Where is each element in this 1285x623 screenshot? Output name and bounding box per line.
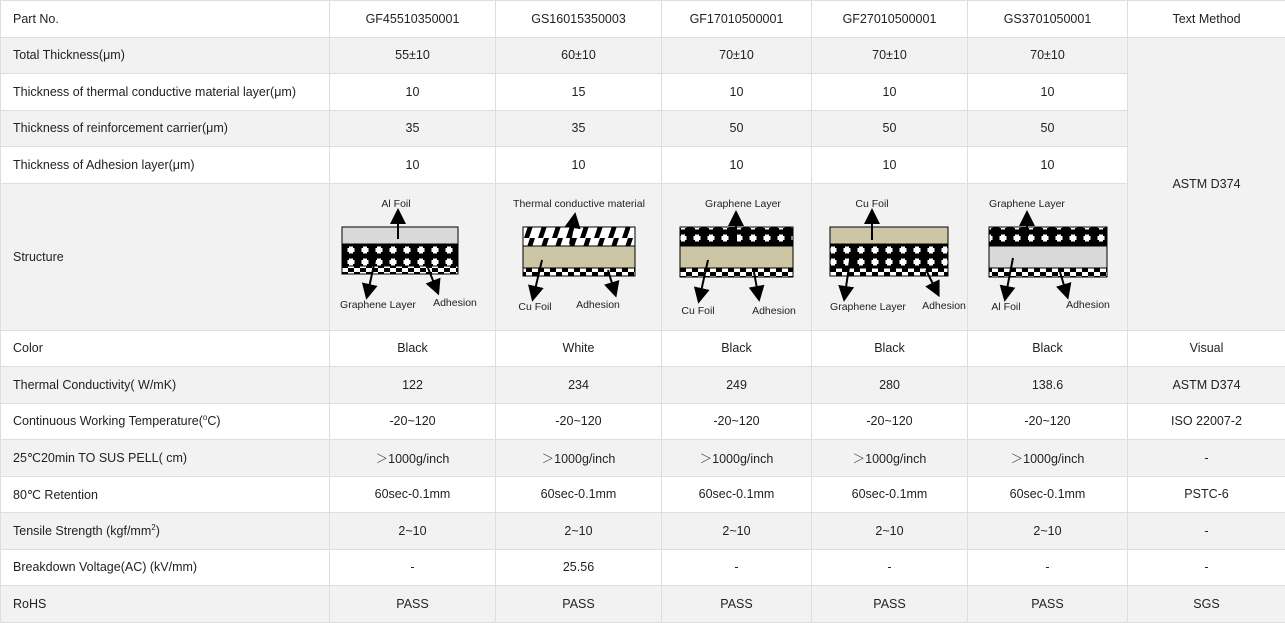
structure-top-label: Al Foil [381,198,410,210]
row-structure [1,183,1285,330]
cell-value: PASS [662,586,812,623]
header-row [1,1,1285,38]
method-cell: Visual [1128,330,1285,367]
cell-value: 60sec-0.1mm [330,476,496,513]
cell-value: 2~10 [496,513,662,550]
cell-value: 2~10 [662,513,812,550]
part-number: GS16015350003 [496,1,662,38]
row-adhesion [1,147,1285,184]
row-label: Color [1,330,330,367]
cell-value: - [330,549,496,586]
cell-value: 60±10 [496,37,662,74]
row-label: Total Thickness(μm) [1,37,330,74]
cu-foil-layer [830,227,948,244]
row-carrier [1,110,1285,147]
method-header: Text Method [1128,1,1285,38]
row-label: Thickness of thermal conductive material layer(μm) [1,74,330,111]
cell-value: 50 [812,110,968,147]
structure-bottom-right-label: Adhesion [752,305,796,317]
row-label-text: Continuous Working Temperature( [13,414,203,428]
adhesive-layer [989,268,1107,277]
cell-value: -20~120 [662,403,812,440]
row-label: 80℃ Retention [1,476,330,513]
cell-value: 70±10 [968,37,1128,74]
row-label: RoHS [1,586,330,623]
row-label [1,513,330,550]
cell-value: 60sec-0.1mm [662,476,812,513]
part-number: GF17010500001 [662,1,812,38]
layer-stack-diagram [812,184,968,330]
row-breakdown [1,549,1285,586]
cell-value: White [496,330,662,367]
cell-value: ＞1000g/inch [662,440,812,477]
square-superscript: 2 [151,523,155,532]
method-cell: - [1128,440,1285,477]
row-label: Thickness of reinforcement carrier(μm) [1,110,330,147]
cell-value: 70±10 [662,37,812,74]
cell-value: Black [662,330,812,367]
cell-value: PASS [496,586,662,623]
cell-value: 138.6 [968,367,1128,404]
structure-diagram [330,183,496,330]
cell-value: 122 [330,367,496,404]
row-label-text: Tensile Strength (kgf/mm [13,524,151,538]
layer-stack-diagram [330,184,496,330]
structure-bottom-left-label: Graphene Layer [340,299,416,311]
cell-value: -20~120 [330,403,496,440]
structure-bottom-right-label: Adhesion [1066,299,1110,311]
row-label [1,403,330,440]
cell-value: 10 [662,147,812,184]
layer-stack-diagram [662,184,812,330]
adhesive-layer [680,268,793,277]
cell-value: 50 [662,110,812,147]
method-cell: PSTC-6 [1128,476,1285,513]
row-rohs [1,586,1285,623]
row-tensile [1,513,1285,550]
cell-value: -20~120 [968,403,1128,440]
cell-value: ＞1000g/inch [968,440,1128,477]
graphene-layer [342,244,458,266]
cell-value: - [662,549,812,586]
structure-diagram [968,183,1128,330]
row-total-thickness [1,37,1285,74]
row-label: Thickness of Adhesion layer(μm) [1,147,330,184]
part-number: GF27010500001 [812,1,968,38]
cell-value: - [968,549,1128,586]
row-peel [1,440,1285,477]
method-cell: ISO 22007-2 [1128,403,1285,440]
structure-top-label: Thermal conductive material [513,198,645,210]
cell-value: 70±10 [812,37,968,74]
cell-value: 234 [496,367,662,404]
cell-value: 10 [496,147,662,184]
layer-stack-diagram [496,184,662,330]
row-label: Thermal Conductivity( W/mK) [1,367,330,404]
cell-value: Black [968,330,1128,367]
cell-value: 10 [812,147,968,184]
cell-value: ＞1000g/inch [496,440,662,477]
cell-value: 60sec-0.1mm [496,476,662,513]
header-label: Part No. [1,1,330,38]
part-number: GS3701050001 [968,1,1128,38]
adhesive-layer [342,266,458,274]
structure-top-label: Graphene Layer [989,198,1065,210]
al-foil-layer [342,227,458,244]
cell-value: 15 [496,74,662,111]
cell-value: 2~10 [968,513,1128,550]
method-cell: - [1128,513,1285,550]
row-retention [1,476,1285,513]
layer-stack-diagram [968,184,1128,330]
cell-value: 50 [968,110,1128,147]
cell-value: 10 [330,74,496,111]
cell-value: 35 [330,110,496,147]
row-label: 25℃20min TO SUS PELL( cm) [1,440,330,477]
structure-bottom-left-label: Al Foil [991,301,1020,313]
method-thickness: ASTM D374 [1128,37,1285,330]
cell-value: PASS [968,586,1128,623]
thermal-conductive-layer [523,227,635,246]
structure-bottom-right-label: Adhesion [922,300,966,312]
cell-value: -20~120 [812,403,968,440]
cell-value: 10 [968,147,1128,184]
degree-superscript: o [203,413,207,422]
graphene-layer [830,244,948,268]
cell-value: 10 [968,74,1128,111]
cell-value: 2~10 [330,513,496,550]
cell-value: Black [330,330,496,367]
method-cell: ASTM D374 [1128,367,1285,404]
cu-foil-layer [680,246,793,268]
cell-value: -20~120 [496,403,662,440]
cell-value: 60sec-0.1mm [812,476,968,513]
structure-bottom-right-label: Adhesion [433,297,477,309]
structure-diagram [662,183,812,330]
cell-value: 25.56 [496,549,662,586]
row-temperature [1,403,1285,440]
part-number: GF45510350001 [330,1,496,38]
structure-diagram [496,183,662,330]
cell-value: 10 [662,74,812,111]
row-label-unit: C) [207,414,220,428]
row-label: Breakdown Voltage(AC) (kV/mm) [1,549,330,586]
row-label: Structure [1,183,330,330]
row-conductivity [1,367,1285,404]
structure-top-label: Graphene Layer [705,198,781,210]
cell-value: Black [812,330,968,367]
cell-value: ＞1000g/inch [812,440,968,477]
structure-bottom-left-label: Cu Foil [681,305,714,317]
method-cell: - [1128,549,1285,586]
row-label-unit: ) [156,524,160,538]
structure-bottom-right-label: Adhesion [576,299,620,311]
cell-value: 10 [812,74,968,111]
cell-value: 280 [812,367,968,404]
cell-value: 249 [662,367,812,404]
structure-diagram [812,183,968,330]
row-color [1,330,1285,367]
cell-value: PASS [812,586,968,623]
structure-bottom-left-label: Cu Foil [518,301,551,313]
cell-value: - [812,549,968,586]
cu-foil-layer [523,246,635,268]
structure-top-label: Cu Foil [855,198,888,210]
structure-bottom-left-label: Graphene Layer [830,301,906,313]
cell-value: 35 [496,110,662,147]
cell-value: 2~10 [812,513,968,550]
al-foil-layer [989,246,1107,268]
cell-value: 55±10 [330,37,496,74]
cell-value: PASS [330,586,496,623]
row-thermal-layer [1,74,1285,111]
cell-value: 60sec-0.1mm [968,476,1128,513]
method-cell: SGS [1128,586,1285,623]
cell-value: 10 [330,147,496,184]
graphene-layer [989,227,1107,246]
cell-value: ＞1000g/inch [330,440,496,477]
